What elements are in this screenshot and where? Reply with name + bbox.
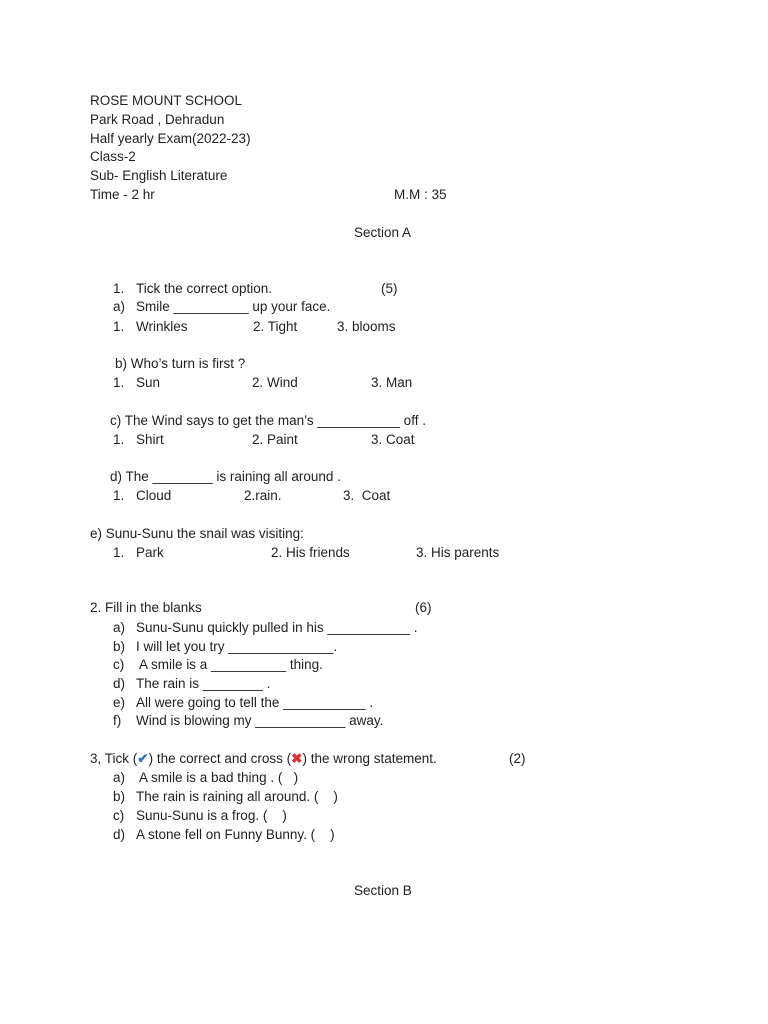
q1a-text: Smile __________ up your face. <box>136 299 331 314</box>
q1b-option-1: Sun <box>136 375 161 390</box>
max-marks: M.M : 35 <box>394 187 447 202</box>
q1-marks: (5) <box>381 281 398 296</box>
q2-item-label: f) <box>113 713 122 728</box>
q1b-option-3: 3. Man <box>371 375 413 390</box>
exam-title: Half yearly Exam(2022-23) <box>90 131 251 146</box>
subject-label: Sub- English Literature <box>90 168 228 183</box>
q2-item-text: The rain is ________ . <box>136 676 271 691</box>
q2-item-text: Wind is blowing my ____________ away. <box>136 713 384 728</box>
section-a-title: Section A <box>354 225 412 240</box>
q2-title: 2. Fill in the blanks <box>90 600 202 615</box>
q3-item-text: Sunu-Sunu is a frog. ( ) <box>136 808 287 823</box>
q2-item-text: All were going to tell the ___________ . <box>136 695 374 710</box>
q2-marks: (6) <box>415 600 432 615</box>
q1d-option-1: Cloud <box>136 488 172 503</box>
q1-instruction: Tick the correct option. <box>136 281 273 296</box>
q1e-option-2: 2. His friends <box>271 545 350 560</box>
q1b-option-2: 2. Wind <box>252 375 298 390</box>
q2-item-label: c) <box>113 657 125 672</box>
q3-item-label: d) <box>113 827 126 842</box>
q1c-option-1-num: 1. <box>113 432 125 447</box>
q1c-option-3: 3. Coat <box>371 432 415 447</box>
q2-item-text: A smile is a __________ thing. <box>136 657 323 672</box>
q3-item-text: A stone fell on Funny Bunny. ( ) <box>136 827 335 842</box>
q2-item-text: I will let you try ______________. <box>136 639 338 654</box>
q3-item-label: c) <box>113 808 125 823</box>
q3-item-text: A smile is a bad thing . ( ) <box>136 770 299 785</box>
section-b-title: Section B <box>354 883 412 898</box>
q2-item-label: b) <box>113 639 126 654</box>
q2-item-text: Sunu-Sunu quickly pulled in his ___________ . <box>136 620 418 635</box>
school-address: Park Road , Dehradun <box>90 112 225 127</box>
q1c-option-1: Shirt <box>136 432 164 447</box>
q3-item-text: The rain is raining all around. ( ) <box>136 789 338 804</box>
q3-title <box>90 751 437 767</box>
q3-marks: (2) <box>509 751 526 766</box>
q1e-option-3: 3. His parents <box>416 545 500 560</box>
q1a-option-3: 3. blooms <box>337 319 396 334</box>
q3-title-middle: ) the correct and cross ( <box>148 751 292 766</box>
q1d-option-2: 2.rain. <box>244 488 282 503</box>
q1d-option-1-num: 1. <box>113 488 125 503</box>
q1c-text: c) The Wind says to get the man’s ___________ off . <box>110 413 426 428</box>
q1b-option-1-num: 1. <box>113 375 125 390</box>
q1a-option-2: 2. Tight <box>253 319 298 334</box>
q3-item-label: a) <box>113 770 126 785</box>
school-name: ROSE MOUNT SCHOOL <box>90 93 243 108</box>
q2-item-label: e) <box>113 695 126 710</box>
q1-number: 1. <box>113 281 125 296</box>
q1e-option-1: Park <box>136 545 164 560</box>
cross-icon: ✖ <box>291 751 303 766</box>
q1e-option-1-num: 1. <box>113 545 125 560</box>
q1b-text: b) Who’s turn is first ? <box>115 356 246 371</box>
q1d-option-3: 3. Coat <box>343 488 391 503</box>
q1d-text: d) The ________ is raining all around . <box>110 469 341 484</box>
q2-item-label: a) <box>113 620 126 635</box>
q3-title-prefix: 3, Tick ( <box>90 751 138 766</box>
q3-title-suffix: ) the wrong statement. <box>302 751 437 766</box>
class-label: Class-2 <box>90 149 136 164</box>
time-label: Time - 2 hr <box>90 187 155 202</box>
q1a-option-1: Wrinkles <box>136 319 188 334</box>
q2-item-label: d) <box>113 676 126 691</box>
q1a-option-1-num: 1. <box>113 319 125 334</box>
q1e-text: e) Sunu-Sunu the snail was visiting: <box>90 526 304 541</box>
tick-icon: ✔ <box>137 751 149 766</box>
q3-item-label: b) <box>113 789 126 804</box>
q1a-label: a) <box>113 299 126 314</box>
q1c-option-2: 2. Paint <box>252 432 298 447</box>
